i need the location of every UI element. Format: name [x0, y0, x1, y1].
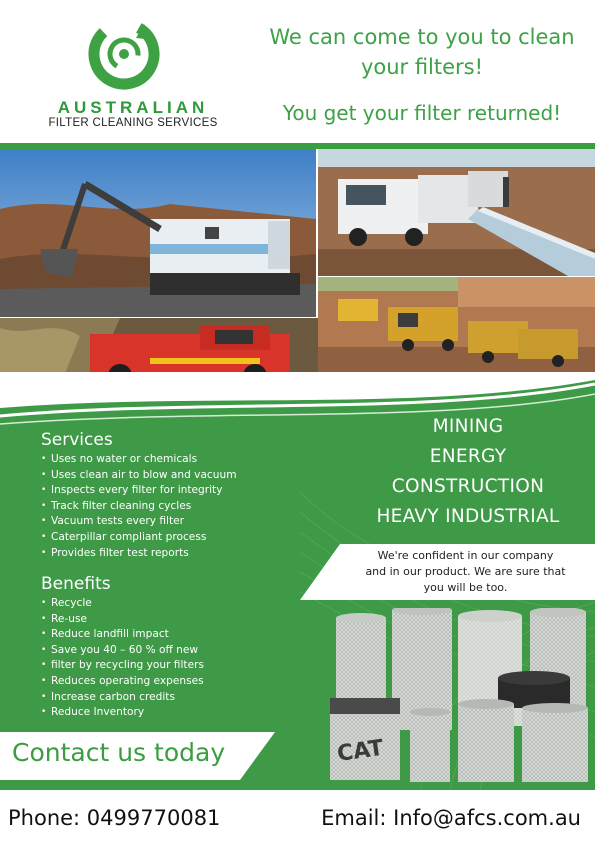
- list-item: • Re-use: [41, 612, 204, 628]
- header: [0, 0, 595, 148]
- confidence-banner: [300, 544, 595, 600]
- list-item: • Inspects every filter for integrity: [41, 483, 237, 499]
- mining-excavator-photo: [0, 149, 316, 317]
- sector-heavy-industrial: HEAVY INDUSTRIAL: [376, 506, 560, 527]
- list-item: • Reduce landfill impact: [41, 627, 204, 643]
- contact-banner: [0, 732, 275, 780]
- list-item: • Reduces operating expenses: [41, 674, 204, 690]
- contact-cta: Contact us today: [12, 738, 226, 767]
- sector-construction: CONSTRUCTION: [391, 476, 545, 497]
- list-item: • Vacuum tests every filter: [41, 514, 237, 530]
- construction-site-photo: [318, 277, 595, 386]
- list-item: • Uses no water or chemicals: [41, 452, 237, 468]
- list-item: • Recycle: [41, 596, 204, 612]
- industry-sectors: [352, 412, 584, 532]
- sector-mining: MINING: [432, 416, 504, 437]
- phone-number: Phone: 0499770081: [8, 806, 221, 830]
- list-item: • Track filter cleaning cycles: [41, 499, 237, 515]
- recycle-arrows-icon: [88, 18, 160, 90]
- list-item: • Increase carbon credits: [41, 690, 204, 706]
- air-filters-photo: [330, 608, 592, 786]
- list-item: • Save you 40 – 60 % off new: [41, 643, 204, 659]
- list-item: • Caterpillar compliant process: [41, 530, 237, 546]
- brand-name: AUSTRALIAN: [57, 98, 209, 117]
- company-logo: [18, 14, 248, 134]
- email-address: Email: Info@afcs.com.au: [321, 806, 581, 830]
- sector-energy: ENERGY: [429, 446, 507, 467]
- tagline-come-to-you: We can come to you to clean your filters!: [269, 25, 575, 79]
- svg-text:CAT: CAT: [335, 735, 386, 768]
- services-panel: [0, 372, 595, 790]
- brand-subtitle: FILTER CLEANING SERVICES: [48, 117, 218, 129]
- service-trucks-pipeline-photo: [318, 149, 595, 276]
- confidence-statement: We're confident in our company and in our product. We are sure that you will be too.: [365, 549, 566, 594]
- list-item: • filter by recycling your filters: [41, 658, 204, 674]
- list-item: • Uses clean air to blow and vacuum: [41, 468, 237, 484]
- services-list: [41, 452, 237, 561]
- list-item: • Provides filter test reports: [41, 546, 237, 562]
- footer: [0, 790, 595, 842]
- tagline-filter-returned: You get your filter returned!: [282, 101, 562, 125]
- services-heading: Services: [41, 430, 113, 450]
- benefits-heading: Benefits: [41, 574, 111, 594]
- list-item: • Reduce Inventory: [41, 705, 204, 721]
- benefits-list: [41, 596, 204, 721]
